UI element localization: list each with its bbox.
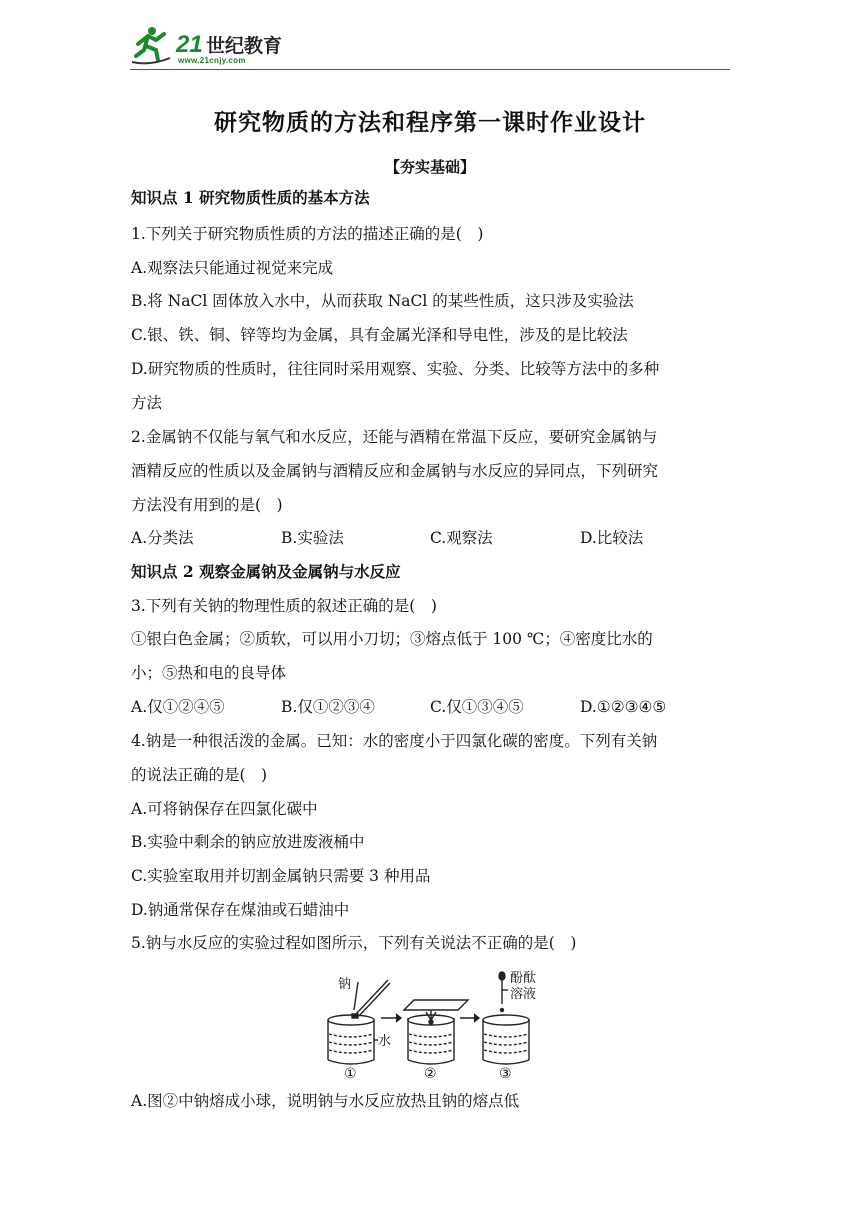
q3-option-a: A.仅①②④⑤ xyxy=(131,698,225,716)
q2-option-b: B.实验法 xyxy=(281,529,344,547)
label-water: 水 xyxy=(378,1034,392,1049)
q2-stem-2: 酒精反应的性质以及金属钠与酒精反应和金属钠与水反应的异同点，下列研究 xyxy=(131,462,659,480)
label-sodium: 钠 xyxy=(338,977,352,992)
q1-option-a: A.观察法只能通过视觉来完成 xyxy=(131,259,334,277)
q4-stem-2: 的说法正确的是( ) xyxy=(131,766,268,784)
page-title: 研究物质的方法和程序第一课时作业设计 xyxy=(214,109,646,136)
label-step-3: ③ xyxy=(499,1066,512,1080)
q1-option-b: B.将 NaCl 固体放入水中，从而获取 NaCl 的某些性质，这只涉及实验法 xyxy=(131,292,634,310)
q5-stem: 5.钠与水反应的实验过程如图所示，下列有关说法不正确的是( ) xyxy=(131,934,577,952)
q1-option-d: D.研究物质的性质时，往往同时采用观察、实验、分类、比较等方法中的多种 xyxy=(131,360,660,378)
sodium-water-experiment-figure xyxy=(318,968,548,1080)
label-phenolphthalein-1: 酚酞 xyxy=(510,971,537,986)
knowledge-point-2: 知识点 2 观察金属钠及金属钠与水反应 xyxy=(131,562,401,581)
q1-option-c: C.银、铁、铜、锌等均为金属，具有金属光泽和导电性，涉及的是比较法 xyxy=(131,326,628,344)
q3-desc-1: ①银白色金属；②质软，可以用小刀切；③熔点低于 100 ℃；④密度比水的 xyxy=(131,630,653,648)
q2-stem-1: 2.金属钠不仅能与氧气和水反应，还能与酒精在常温下反应，要研究金属钠与 xyxy=(131,428,658,446)
header-divider xyxy=(130,69,730,70)
svg-text:21: 21 xyxy=(176,31,203,58)
q3-option-b: B.仅①②③④ xyxy=(281,698,375,716)
label-step-1: ① xyxy=(344,1066,357,1080)
q4-option-a: A.可将钠保存在四氯化碳中 xyxy=(131,800,318,818)
label-step-2: ② xyxy=(424,1066,437,1080)
q4-option-d: D.钠通常保存在煤油或石蜡油中 xyxy=(131,901,350,919)
q2-option-c: C.观察法 xyxy=(430,529,493,547)
q3-desc-2: 小；⑤热和电的良导体 xyxy=(131,664,287,682)
knowledge-point-1: 知识点 1 研究物质性质的基本方法 xyxy=(131,188,370,207)
q2-stem-3: 方法没有用到的是( ) xyxy=(131,496,283,514)
q5-option-a: A.图②中钠熔成小球，说明钠与水反应放热且钠的熔点低 xyxy=(131,1092,520,1110)
page-header xyxy=(130,18,730,72)
q4-option-c: C.实验室取用并切割金属钠只需要 3 种用品 xyxy=(131,867,431,885)
q2-option-d: D.比较法 xyxy=(580,529,644,547)
beaker-1-icon xyxy=(328,980,390,1064)
q1-stem: 1.下列关于研究物质性质的方法的描述正确的是( ) xyxy=(131,225,484,243)
q2-option-a: A.分类法 xyxy=(131,529,194,547)
q3-stem: 3.下列有关钠的物理性质的叙述正确的是( ) xyxy=(131,597,437,615)
label-phenolphthalein-2: 溶液 xyxy=(510,987,537,1002)
q3-option-c: C.仅①③④⑤ xyxy=(430,698,524,716)
svg-text:世纪教育: 世纪教育 xyxy=(206,35,283,57)
q3-option-d: D.①②③④⑤ xyxy=(580,698,667,716)
section-heading: 【夯实基础】 xyxy=(384,158,475,176)
q4-stem-1: 4.钠是一种很活泼的金属。已知：水的密度小于四氯化碳的密度。下列有关钠 xyxy=(131,732,658,750)
logo-site-url: www.21cnjy.com xyxy=(178,56,246,65)
beaker-2-icon xyxy=(404,1000,468,1064)
q4-option-b: B.实验中剩余的钠应放进废液桶中 xyxy=(131,833,365,851)
q1-option-d-cont: 方法 xyxy=(131,394,163,412)
